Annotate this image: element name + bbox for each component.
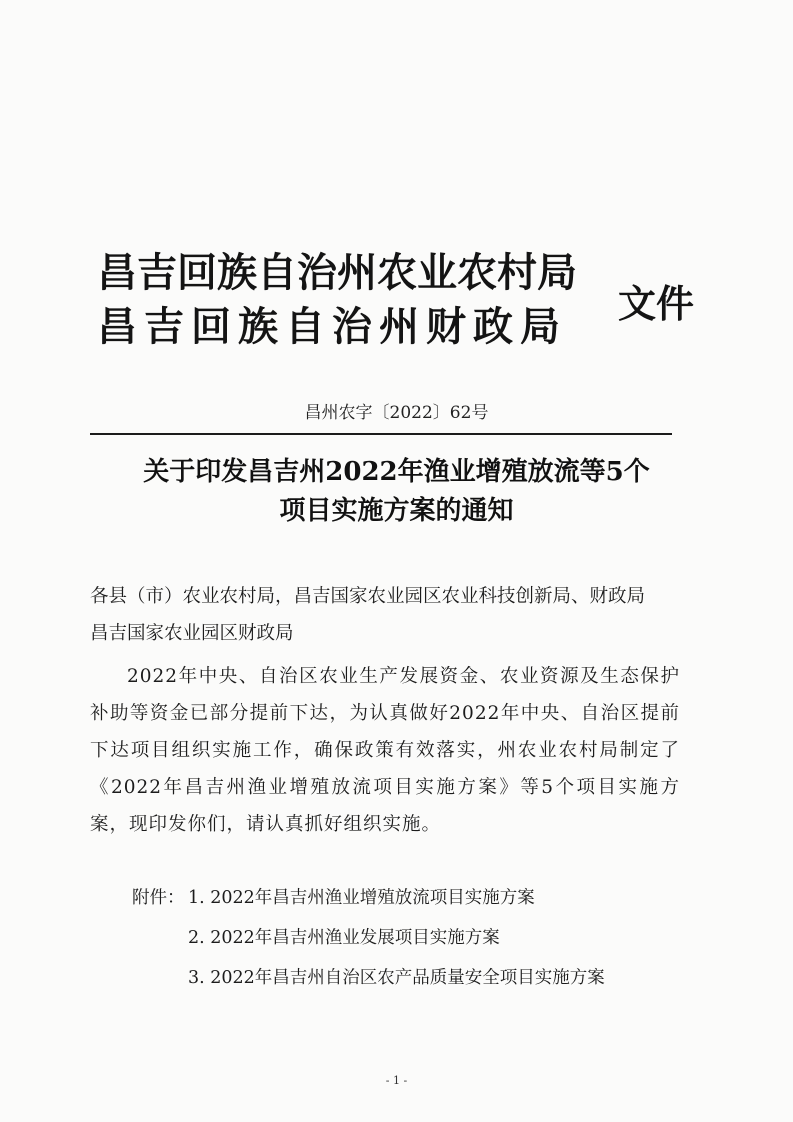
attachment-item: [132, 918, 605, 958]
issuer-block: [97, 246, 577, 354]
attachments-label: 附件：: [132, 888, 185, 908]
body-paragraph: 2022年中央、自治区农业生产发展资金、农业资源及生态保护补助等资金已部分提前下达，为认真做好2022年中央、自治区提前下达项目组织实施工作，确保政策有效落实，州农业农村局制定了《2022年昌吉州渔业增殖放流项目实施方案》等5个项目实施方案，现印发你们，请认真抓好组织实施。: [90, 666, 680, 835]
document-number: 昌州农字〔2022〕62号: [304, 403, 489, 423]
attachment-item-text: 3. 2022年昌吉州自治区农产品质量安全项目实施方案: [188, 968, 605, 988]
title-line-1: 关于印发昌吉州2022年渔业增殖放流等5个: [143, 457, 650, 487]
document-type-label: 文件: [618, 282, 695, 326]
addressee-line-2: 昌吉国家农业园区财政局: [90, 623, 294, 644]
document-title: [60, 453, 733, 531]
addressee-line-1: 各县（市）农业农村局，昌吉国家农业园区农业科技创新局、财政局: [90, 586, 646, 607]
attachments-list: [132, 878, 605, 998]
attachment-item-text: 2. 2022年昌吉州渔业发展项目实施方案: [188, 928, 500, 948]
issuer-line-finance-bureau: 昌吉回族自治州财政局: [97, 304, 567, 350]
title-line-2: 项目实施方案的通知: [279, 496, 514, 526]
header-divider: [90, 433, 672, 435]
document-body: [90, 578, 680, 843]
attachment-item: [132, 878, 605, 918]
issuer-line-agriculture-bureau: 昌吉回族自治州农业农村局: [97, 250, 577, 296]
page-number: - 1 -: [385, 1074, 408, 1087]
attachment-item-text: 1. 2022年昌吉州渔业增殖放流项目实施方案: [188, 888, 535, 908]
attachment-item: [132, 958, 605, 998]
